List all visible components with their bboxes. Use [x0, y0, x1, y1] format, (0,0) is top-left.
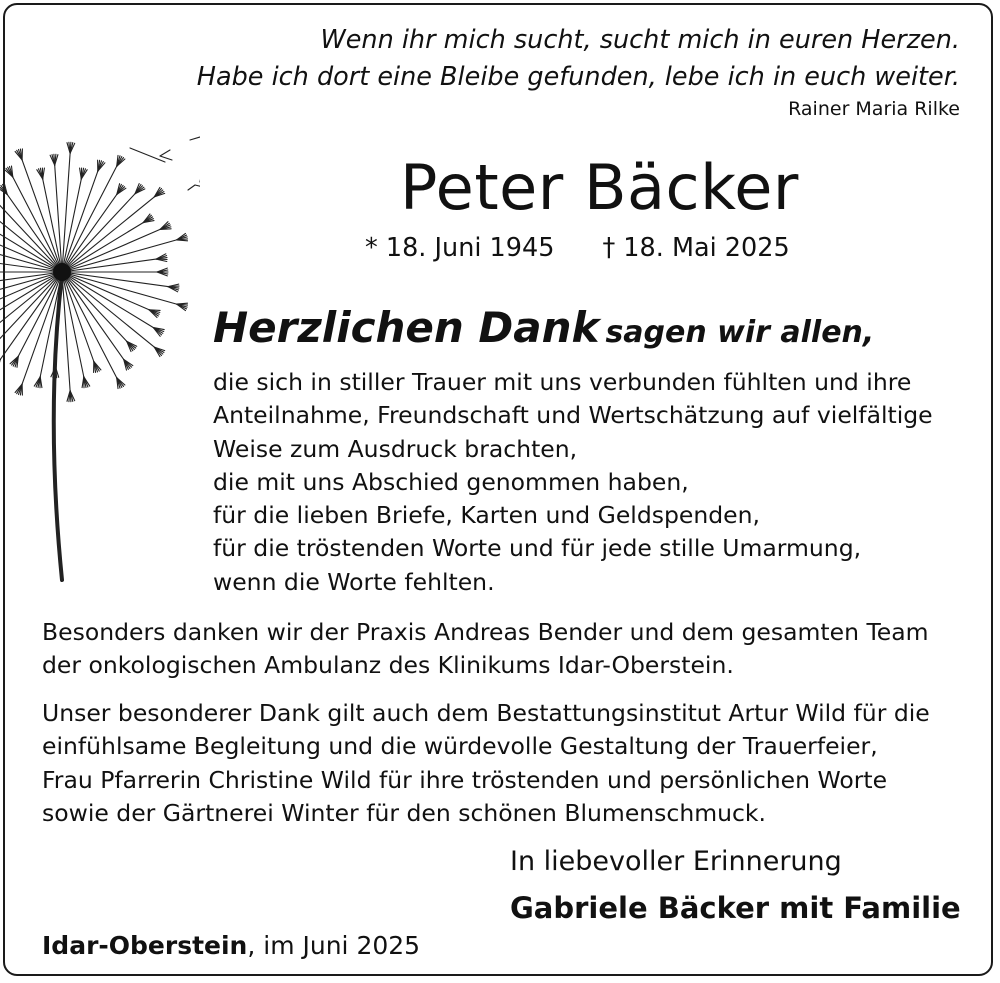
- quote-line-2: Habe ich dort eine Bleibe gefunden, lebe ich in euch weiter.: [196, 62, 960, 92]
- thanks-headline-big: Herzlichen Dank: [213, 303, 600, 352]
- paragraph-line: Frau Pfarrerin Christine Wild für ihre tröstenden und persönlichen Worte: [42, 765, 888, 794]
- paragraph-line: sowie der Gärtnerei Winter für den schönen Blumenschmuck.: [42, 798, 767, 827]
- paragraph-line: einfühlsame Begleitung und die würdevolle Gestaltung der Trauerfeier,: [42, 732, 878, 761]
- place-date-line: [42, 928, 420, 964]
- memory-line: In liebevoller Erinnerung: [510, 846, 842, 877]
- thanks-headline: [213, 303, 874, 362]
- thanks-line: die sich in stiller Trauer mit uns verbunden fühlten und ihre: [213, 368, 912, 396]
- special-thanks-paragraph: [42, 616, 929, 683]
- life-dates: [365, 230, 790, 266]
- thanks-line: wenn die Worte fehlten.: [213, 567, 495, 596]
- deceased-name: Peter Bäcker: [400, 151, 799, 224]
- dandelion-illustration: [0, 100, 200, 590]
- paragraph-line: Besonders danken wir der Praxis Andreas Bender und dem gesamten Team: [42, 618, 929, 646]
- thanks-line: für die tröstenden Worte und für jede stille Umarmung,: [213, 534, 862, 563]
- thanks-line: Weise zum Ausdruck brachten,: [213, 434, 578, 463]
- thanks-line: Anteilnahme, Freundschaft und Wertschätzung auf vielfältige: [213, 401, 933, 430]
- thanks-line: für die lieben Briefe, Karten und Geldspenden,: [213, 501, 761, 530]
- paragraph-line: Unser besonderer Dank gilt auch dem Bestattungsinstitut Artur Wild für die: [42, 699, 930, 727]
- thanks-list: [213, 366, 933, 599]
- rilke-quote: [197, 22, 960, 96]
- death-date: † 18. Mai 2025: [602, 233, 790, 263]
- funeral-thanks-paragraph: [42, 697, 930, 830]
- family-signature: Gabriele Bäcker mit Familie: [510, 891, 961, 925]
- place-name: Idar-Oberstein: [42, 931, 248, 960]
- thanks-headline-small: sagen wir allen,: [605, 315, 875, 350]
- paragraph-line: der onkologischen Ambulanz des Klinikums Idar-Oberstein.: [42, 651, 734, 680]
- birth-date: * 18. Juni 1945: [365, 233, 555, 263]
- quote-author: Rainer Maria Rilke: [788, 98, 960, 120]
- quote-line-1: Wenn ihr mich sucht, sucht mich in euren Herzen.: [320, 25, 960, 55]
- month-year: , im Juni 2025: [247, 931, 421, 960]
- thanks-line: die mit uns Abschied genommen haben,: [213, 467, 689, 496]
